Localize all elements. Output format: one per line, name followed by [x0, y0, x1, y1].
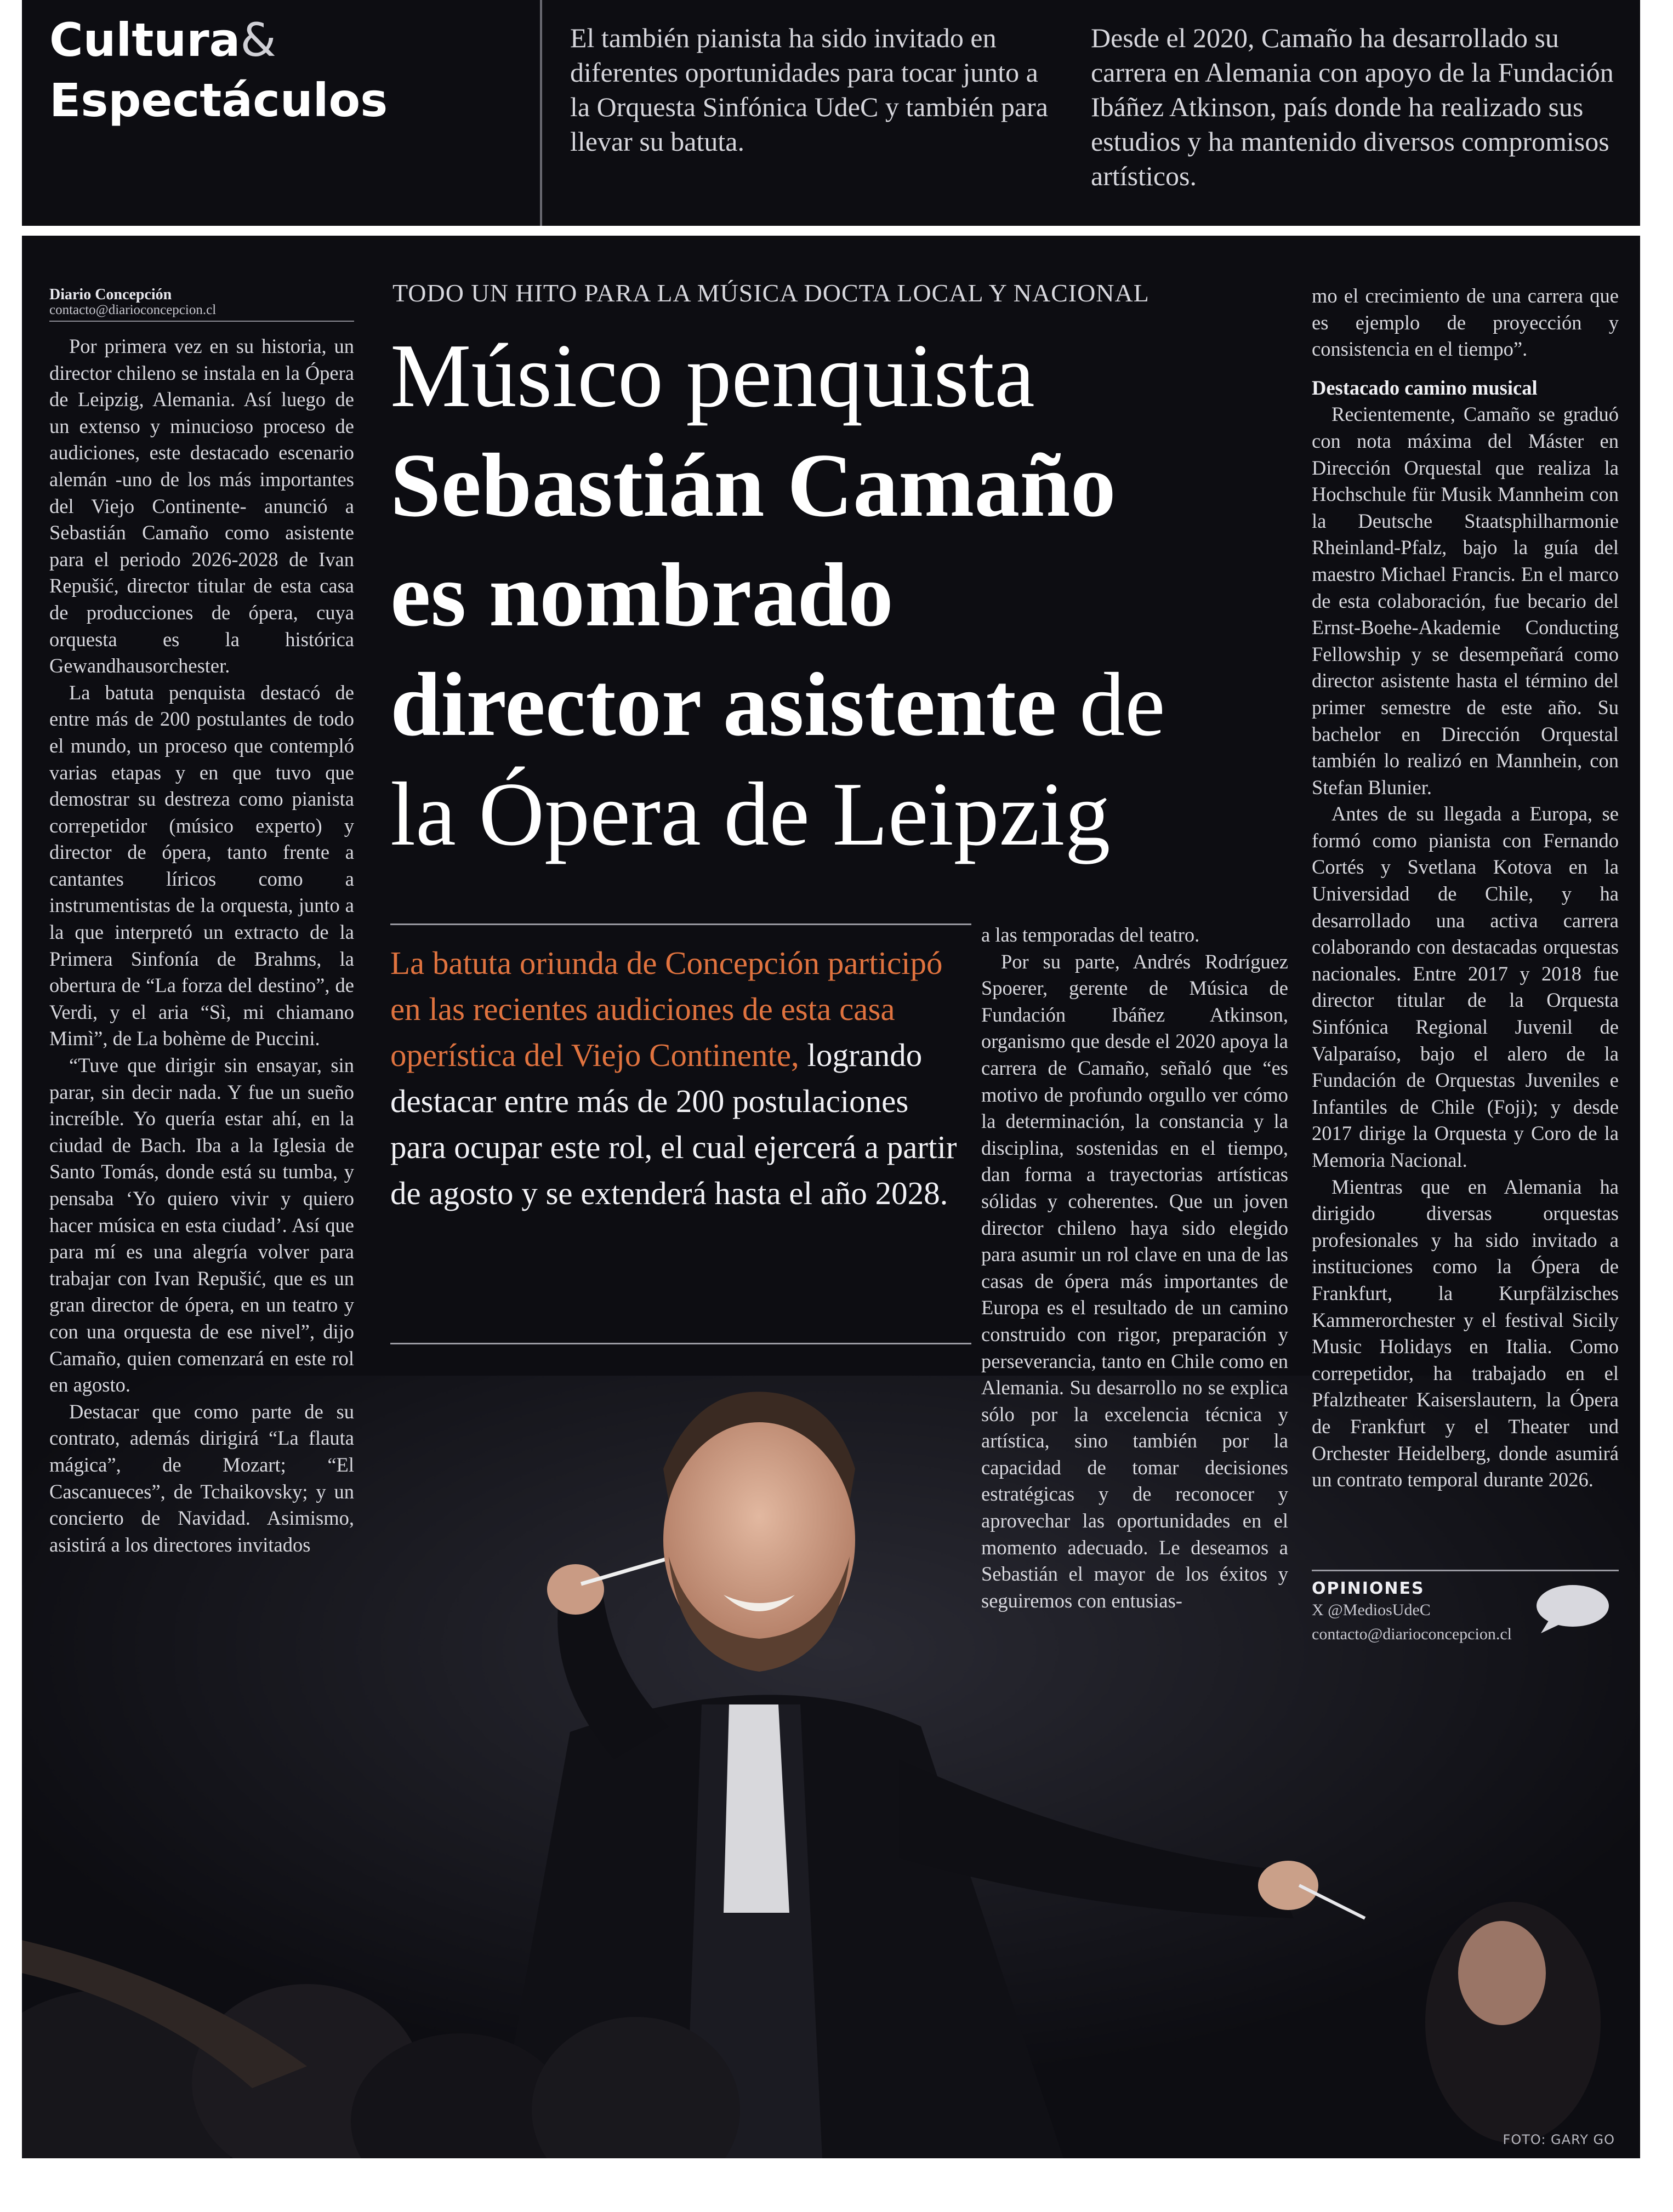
lead-rule-bottom	[390, 1343, 971, 1344]
headline-line-1: Músico penquista	[390, 325, 1035, 426]
speech-bubble-icon	[1533, 1584, 1610, 1634]
headline	[390, 321, 1322, 869]
headline-line-2: Sebastián Camaño	[390, 435, 1116, 535]
column-1	[49, 333, 354, 1558]
section-word-2: Espectáculos	[49, 73, 388, 127]
section-title	[49, 10, 388, 130]
byline-rule	[49, 321, 354, 322]
lead-rest: logrando destacar entre más de 200 postulaciones para ocupar este rol, el cual ejercerá a partir de agosto y se extenderá hasta el año 2028.	[390, 1037, 957, 1211]
banner-divider	[540, 0, 542, 226]
banner-text-right: Desde el 2020, Camaño ha desarrollado su carrera en Alemania con apoyo de la Fundación Ibáñez Atkinson, país donde ha realizado sus estudios y ha mantenido diversos compromisos artísticos.	[1091, 22, 1614, 191]
headline-line-4-rest: de	[1056, 654, 1165, 755]
lead-rule-top	[390, 923, 971, 925]
col4-paragraph-3: Antes de su llegada a Europa, se formó como pianista con Fernando Cortés y Svetlana Kotova en la Universidad de Chile, y ha desarrollado una activa carrera colaborando con destacadas orquestas nacionales. Entre 2017 y 2018 fue director titular de la Orquesta Sinfónica Regional Juvenil de Valparaíso, bajo el alero de la Fundación de Orquestas Juveniles e Infantiles de Chile (Foji); y desde 2017 dirige la Orquesta y Coro de la Memoria Nacional.	[1312, 802, 1619, 1171]
col1-paragraph-1: Por primera vez en su historia, un director chileno se instala en la Ópera de Leipzig, Alemania. Así luego de un extenso y minucioso proceso de audiciones, este destacado escenario alemán -uno de los más importantes del Viejo Continente- anunció a Sebastián Camaño como asistente para el periodo 2026-2028 de Ivan Repušić, director titular de esta casa de producciones de ópera, cuya orquesta es la histórica Gewandhausorchester.	[49, 335, 354, 677]
opiniones-rule	[1312, 1570, 1619, 1571]
col3-paragraph-1: a las temporadas del teatro.	[981, 923, 1200, 946]
section-ampersand: &	[240, 13, 276, 67]
col1-paragraph-2: La batuta penquista destacó de entre más de 200 postulantes de todo el mundo, un proceso que contempló varias etapas y en que tuvo que demostrar su destreza como pianista correpetidor (músico experto) y director de ópera, tanto frente a cantantes líricos como a instrumentistas de la orquesta, junto a la que interpretó un extracto de la Primera Sinfonía de Brahms, la obertura de “La forza del destino”, de Verdi, y el aria “Sì, mi chiamano Mimì”, de La bohème de Puccini.	[49, 681, 354, 1050]
column-4	[1312, 283, 1619, 1493]
lead-accent: La batuta oriunda de Concepción participó en las recientes audiciones de esta casa operística del Viejo Continente,	[390, 945, 943, 1073]
opiniones-email: contacto@diarioconcepcion.cl	[1312, 1625, 1512, 1643]
column-3	[981, 922, 1288, 1614]
opiniones-social: X @MediosUdeC	[1312, 1601, 1431, 1619]
opiniones-title: OPINIONES	[1312, 1579, 1425, 1598]
col4-paragraph-2: Recientemente, Camaño se graduó con nota máxima del Máster en Dirección Orquestal que realiza la Hochschule für Musik Mannheim con la Deutsche Staatsphilharmonie Rheinland-Pfalz, bajo la guía del maestro Michael Francis. En el marco de esta colaboración, fue becario del Ernst-Boehe-Akademie Conducting Fellowship y se desempeñará como director asistente hasta el término del primer semestre de este año. Su bachelor en Dirección Orquestal también lo realizó en Mannhein, con Stefan Blunier.	[1312, 403, 1619, 799]
section-word-1: Cultura	[49, 13, 241, 67]
col4-subhead: Destacado camino musical	[1312, 376, 1538, 399]
article-panel	[22, 236, 1640, 2158]
col3-paragraph-2: Por su parte, Andrés Rodríguez Spoerer, gerente de Música de Fundación Ibáñez Atkinson, organismo que desde el 2020 apoya la carrera de Camaño, señaló que “es motivo de profundo orgullo ver cómo la determinación, la constancia y la disciplina, sostenidas en el tiempo, dan forma a trayectorias artísticas sólidas y coherentes. Que un joven director chileno haya sido elegido para asumir un rol clave en una de las casas de ópera más importantes de Europa es el resultado de un camino construido con rigor, preparación y perseverancia, tanto en Chile como en Alemania. Su desarrollo no se explica sólo por la excelencia técnica y artística, sino también por la capacidad de tomar decisiones estratégicas y de reconocer y aprovechar las oportunidades en el momento adecuado. Le deseamos a Sebastián el mayor de los éxitos y seguiremos con entusias-	[981, 950, 1288, 1612]
photo-credit: FOTO: GARY GO	[1503, 2132, 1615, 2147]
col1-paragraph-4: Destacar que como parte de su contrato, además dirigirá “La flauta mágica”, de Mozart; “El Cascanueces”, de Tchaikovsky; y un concierto de Navidad. Asimismo, asistirá a los directores invitados	[49, 1400, 354, 1556]
headline-line-3: es nombrado	[390, 544, 894, 645]
headline-line-4-bold: director asistente	[390, 654, 1057, 755]
byline-name: Diario Concepción	[49, 286, 172, 303]
byline-email: contacto@diarioconcepcion.cl	[49, 303, 217, 317]
col1-paragraph-3: “Tuve que dirigir sin ensayar, sin parar, sin decir nada. Y fue un sueño increíble. Yo quería estar ahí, en la ciudad de Bach. Iba a la Iglesia de Santo Tomás, donde está su tumba, y pensaba ‘Yo quiero vivir y quiero hacer música en esta ciudad’. Así que para mí es una alegría volver para trabajar con Ivan Repušić, que es un gran director de ópera, en un teatro y con una orquesta de ese nivel”, dijo Camaño, quien comenzará en este rol en agosto.	[49, 1054, 354, 1396]
col4-paragraph-1: mo el crecimiento de una carrera que es ejemplo de proyección y consistencia en el tiempo”.	[1312, 284, 1619, 361]
section-banner	[22, 0, 1640, 226]
banner-text-left: El también pianista ha sido invitado en diferentes oportunidades para tocar junto a la Orquesta Sinfónica UdeC y también para llevar su batuta.	[570, 22, 1048, 157]
col4-paragraph-4: Mientras que en Alemania ha dirigido diversas orquestas profesionales y ha sido invitado a instituciones como la Ópera de Frankfurt, la Kurpfälzisches Kammerorchester y el festival Sicily Music Holidays en Italia. Como correpetidor, ha trabajado en el Pfalztheater Kaiserslautern, la Ópera de Frankfurt y el Theater und Orchester Heidelberg, donde asumirá un contrato temporal durante 2026.	[1312, 1175, 1619, 1491]
headline-line-5: la Ópera de Leipzig	[390, 763, 1111, 864]
lead-paragraph	[390, 940, 971, 1216]
kicker: TODO UN HITO PARA LA MÚSICA DOCTA LOCAL Y NACIONAL	[392, 279, 1150, 307]
